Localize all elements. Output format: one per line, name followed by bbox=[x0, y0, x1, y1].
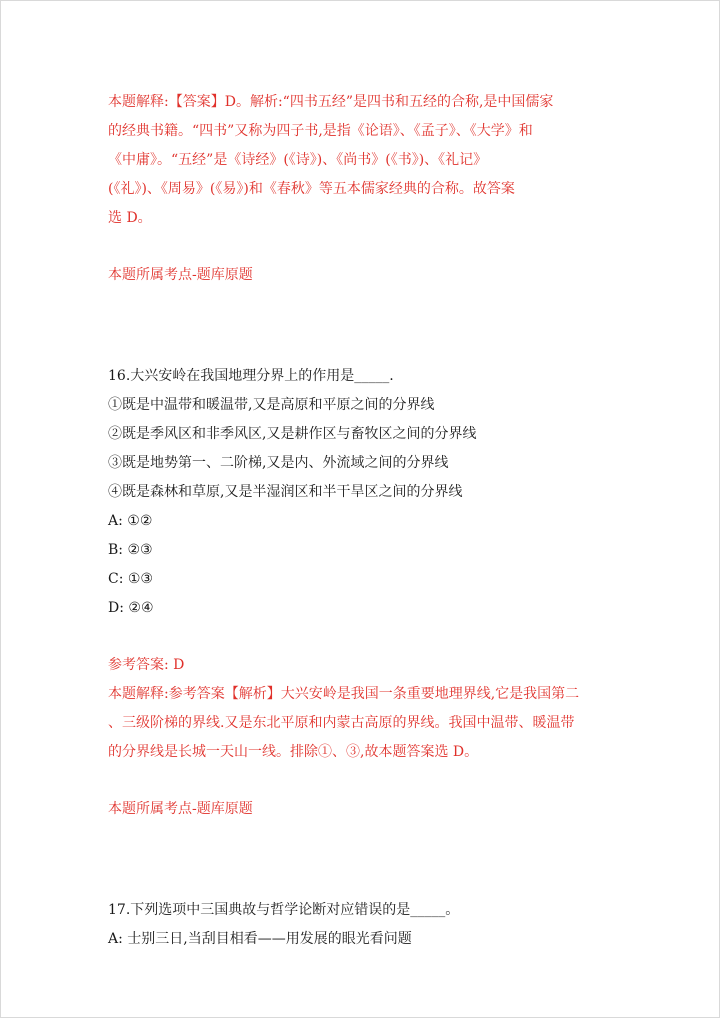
option-a: A: 士别三日,当刮目相看——用发展的眼光看问题 bbox=[108, 931, 412, 947]
q16-answer-block bbox=[108, 651, 618, 767]
explanation-line: 的经典书籍。“四书”又称为四子书,是指《论语》、《孟子》、《大学》和 bbox=[108, 123, 533, 139]
statement-item: ④既是森林和草原,又是半湿润区和半干旱区之间的分界线 bbox=[108, 484, 463, 500]
explanation-line: 本题解释:【答案】D。解析:“四书五经”是四书和五经的合称,是中国儒家 bbox=[108, 94, 554, 110]
explanation-line: 选 D。 bbox=[108, 210, 152, 226]
q15-explanation bbox=[108, 88, 618, 233]
option-d: D: ②④ bbox=[108, 600, 154, 616]
statement-item: ②既是季风区和非季风区,又是耕作区与畜牧区之间的分界线 bbox=[108, 426, 477, 442]
explanation-line: 本题解释:参考答案【解析】大兴安岭是我国一条重要地理界线,它是我国第二 bbox=[108, 686, 580, 702]
q15-source: 本题所属考点-题库原题 bbox=[108, 267, 253, 283]
explanation-line: 《中庸》。“五经”是《诗经》(《诗》)、《尚书》(《书》)、《礼记》 bbox=[108, 152, 488, 168]
reference-answer: 参考答案: D bbox=[108, 657, 185, 673]
option-c: C: ①③ bbox=[108, 571, 153, 587]
question-16 bbox=[108, 362, 618, 824]
option-b: B: ②③ bbox=[108, 542, 153, 558]
statement-item: ③既是地势第一、二阶梯,又是内、外流域之间的分界线 bbox=[108, 455, 449, 471]
document-body bbox=[108, 88, 618, 954]
q16-source: 本题所属考点-题库原题 bbox=[108, 801, 253, 817]
question-stem: 17.下列选项中三国典故与哲学论断对应错误的是_____。 bbox=[108, 902, 460, 918]
option-a: A: ①② bbox=[108, 513, 153, 529]
question-17 bbox=[108, 896, 618, 954]
explanation-line: 的分界线是长城一天山一线。排除①、③,故本题答案选 D。 bbox=[108, 744, 479, 760]
explanation-line: 、三级阶梯的界线.又是东北平原和内蒙古高原的界线。我国中温带、暖温带 bbox=[108, 715, 575, 731]
explanation-line: (《礼》)、《周易》(《易》)和《春秋》等五本儒家经典的合称。故答案 bbox=[108, 181, 515, 197]
question-stem: 16.大兴安岭在我国地理分界上的作用是_____. bbox=[108, 368, 394, 384]
statement-item: ①既是中温带和暖温带,又是高原和平原之间的分界线 bbox=[108, 397, 435, 413]
